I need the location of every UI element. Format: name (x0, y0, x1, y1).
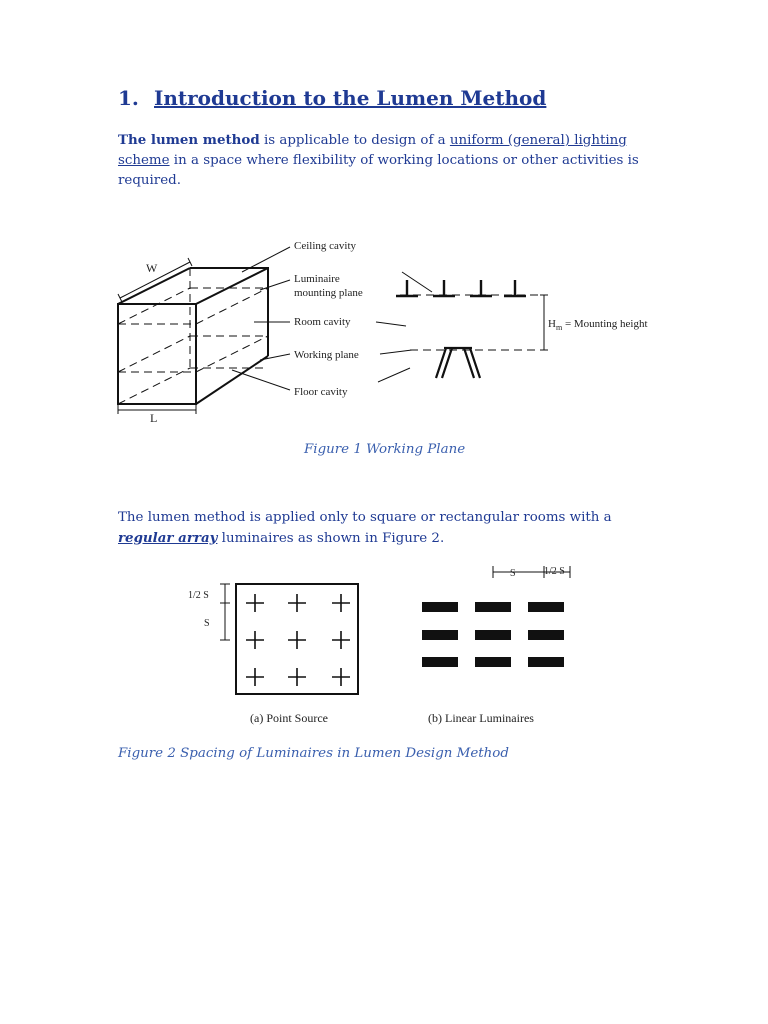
half-s-top-label: 1/2 S (544, 566, 565, 577)
section-heading (118, 86, 546, 110)
ceiling-cavity-label: Ceiling cavity (294, 240, 357, 252)
room-cavity-label: Room cavity (294, 316, 351, 328)
luminaires (396, 280, 526, 296)
figure-1-working-plane (110, 232, 662, 432)
figure-2-caption: Figure 2 Spacing of Luminaires in Lumen Design Method (118, 746, 509, 761)
floor-cavity-label: Floor cavity (294, 386, 348, 398)
figure-1-caption: Figure 1 Working Plane (304, 442, 466, 457)
uniform-lighting-link[interactable]: uniform (general) lighting scheme (118, 133, 627, 168)
s-top-label: S (510, 568, 516, 579)
desk-icon (436, 348, 480, 378)
point-source-luminaires (246, 594, 350, 686)
s-left-label: S (204, 618, 210, 629)
intro-text-b: in a space where flexibility of working locations or other activities is required. (118, 153, 639, 188)
section-title: Introduction to the Lumen Method (154, 86, 547, 110)
section-number: 1. (118, 86, 139, 110)
point-source-label: (a) Point Source (250, 711, 328, 725)
intro-lead: The lumen method (118, 132, 260, 148)
working-plane-label: Working plane (294, 349, 359, 361)
linear-luminaires-label: (b) Linear Luminaires (428, 711, 534, 725)
width-label: W (146, 261, 158, 275)
room-back-edge (190, 268, 268, 356)
mounting-height-label: $H_m$ = Mounting height (548, 318, 648, 332)
half-s-left-label: 1/2 S (188, 590, 209, 601)
luminaire-label-line1: Luminaire (294, 273, 340, 285)
length-label: L (150, 411, 158, 425)
para2-text-b: luminaires as shown in Figure 2. (217, 531, 445, 546)
figure-2-drawing (186, 560, 586, 732)
luminaire-label-line2: mounting plane (294, 287, 363, 299)
regular-array-emphasis: regular array (118, 530, 218, 546)
intro-paragraph (118, 130, 648, 191)
figure-1-drawing (110, 232, 662, 432)
linear-luminaires (422, 602, 564, 667)
para2-text-a: The lumen method is applied only to square or rectangular rooms with a (118, 510, 612, 525)
room-front-face (118, 304, 196, 404)
figure-2-spacing (186, 560, 586, 732)
regular-array-paragraph (118, 508, 648, 549)
intro-text-a: is applicable to design of a (259, 133, 450, 148)
